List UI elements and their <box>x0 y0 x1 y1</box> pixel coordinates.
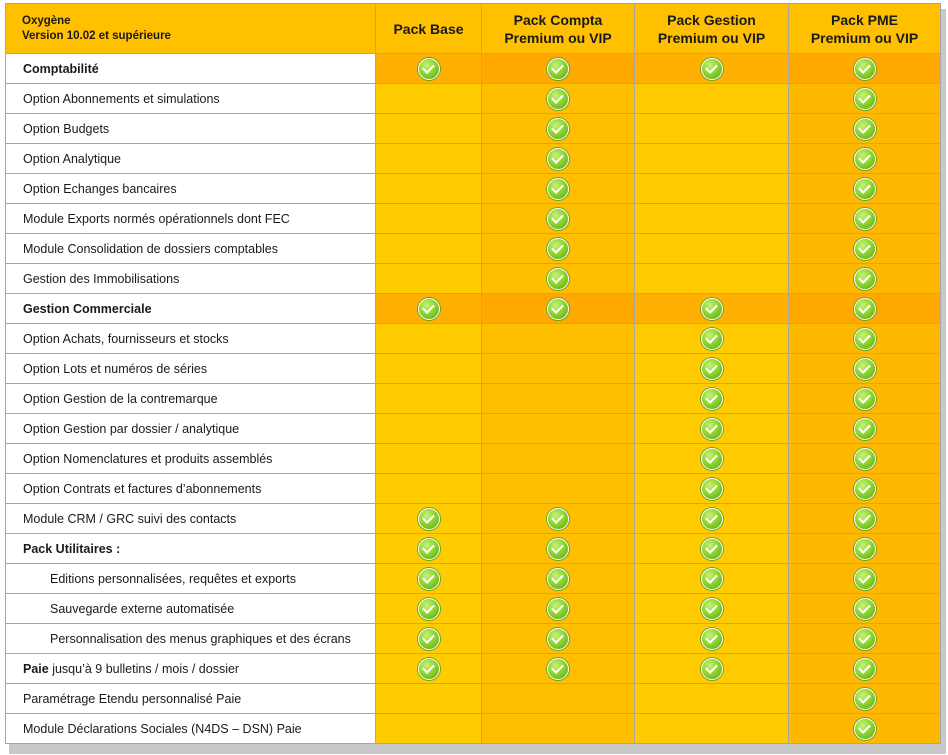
availability-cell <box>482 114 635 144</box>
availability-cell <box>635 54 789 84</box>
green-check-icon <box>701 478 723 500</box>
availability-cell <box>482 144 635 174</box>
green-check-icon <box>854 358 876 380</box>
green-check-icon <box>854 538 876 560</box>
table-row <box>6 114 941 144</box>
availability-cell <box>376 294 482 324</box>
table-row <box>6 594 941 624</box>
pack-base-header <box>376 4 482 54</box>
green-check-icon <box>701 508 723 530</box>
green-check-icon <box>418 628 440 650</box>
availability-cell <box>789 54 941 84</box>
feature-name: Paie <box>23 661 49 676</box>
feature-name: Module Exports normés opérationnels dont FEC <box>23 211 290 226</box>
availability-cell <box>376 354 482 384</box>
availability-cell <box>789 504 941 534</box>
feature-label <box>6 294 376 324</box>
table-row <box>6 54 941 84</box>
pack-subtitle: Premium ou VIP <box>810 29 919 46</box>
availability-cell <box>635 414 789 444</box>
availability-cell <box>635 564 789 594</box>
availability-cell <box>482 324 635 354</box>
availability-cell <box>376 534 482 564</box>
availability-cell <box>376 564 482 594</box>
green-check-icon <box>547 598 569 620</box>
table-row <box>6 504 941 534</box>
table-row <box>6 264 941 294</box>
table-row <box>6 444 941 474</box>
feature-name: Module CRM / GRC suivi des contacts <box>23 511 237 526</box>
green-check-icon <box>701 298 723 320</box>
availability-cell <box>376 594 482 624</box>
table-row <box>6 234 941 264</box>
table-row <box>6 324 941 354</box>
green-check-icon <box>854 598 876 620</box>
feature-name: Gestion Commerciale <box>23 301 152 316</box>
availability-cell <box>482 204 635 234</box>
feature-label <box>6 384 376 414</box>
green-check-icon <box>854 58 876 80</box>
feature-label <box>6 534 376 564</box>
availability-cell <box>482 384 635 414</box>
pack-gestion-header <box>635 4 789 54</box>
feature-name: Paramétrage Etendu personnalisé Paie <box>23 691 242 706</box>
green-check-icon <box>547 628 569 650</box>
table-row <box>6 414 941 444</box>
availability-cell <box>482 174 635 204</box>
feature-label <box>6 324 376 354</box>
green-check-icon <box>418 568 440 590</box>
feature-name: Option Contrats et factures d’abonnements <box>23 481 262 496</box>
availability-cell <box>789 564 941 594</box>
feature-label <box>6 54 376 84</box>
feature-label <box>6 204 376 234</box>
availability-cell <box>789 324 941 354</box>
availability-cell <box>635 234 789 264</box>
green-check-icon <box>547 208 569 230</box>
table-row <box>6 714 941 744</box>
availability-cell <box>789 414 941 444</box>
green-check-icon <box>854 658 876 680</box>
feature-name: Pack Utilitaires : <box>23 541 121 556</box>
feature-label <box>6 84 376 114</box>
availability-cell <box>376 684 482 714</box>
availability-cell <box>376 414 482 444</box>
green-check-icon <box>854 118 876 140</box>
availability-cell <box>635 114 789 144</box>
feature-label <box>6 474 376 504</box>
table-row <box>6 174 941 204</box>
availability-cell <box>482 54 635 84</box>
pack-name: Pack PME <box>831 11 898 28</box>
green-check-icon <box>854 418 876 440</box>
availability-cell <box>789 294 941 324</box>
availability-cell <box>482 294 635 324</box>
availability-cell <box>482 564 635 594</box>
green-check-icon <box>854 208 876 230</box>
availability-cell <box>789 144 941 174</box>
green-check-icon <box>854 628 876 650</box>
feature-label <box>6 504 376 534</box>
availability-cell <box>789 114 941 144</box>
green-check-icon <box>547 658 569 680</box>
green-check-icon <box>418 658 440 680</box>
availability-cell <box>635 624 789 654</box>
availability-cell <box>376 384 482 414</box>
availability-cell <box>635 324 789 354</box>
availability-cell <box>635 714 789 744</box>
green-check-icon <box>701 598 723 620</box>
table-row <box>6 564 941 594</box>
availability-cell <box>482 414 635 444</box>
availability-cell <box>376 174 482 204</box>
table-row <box>6 534 941 564</box>
availability-cell <box>635 534 789 564</box>
availability-cell <box>635 594 789 624</box>
availability-cell <box>789 84 941 114</box>
pack-compta-header <box>482 4 635 54</box>
table-row <box>6 204 941 234</box>
green-check-icon <box>547 568 569 590</box>
feature-label <box>6 714 376 744</box>
availability-cell <box>789 204 941 234</box>
availability-cell <box>376 624 482 654</box>
availability-cell <box>482 594 635 624</box>
feature-comparison-table <box>5 3 941 744</box>
availability-cell <box>635 684 789 714</box>
feature-name: Option Echanges bancaires <box>23 181 177 196</box>
green-check-icon <box>701 538 723 560</box>
feature-name: Option Abonnements et simulations <box>23 91 220 106</box>
availability-cell <box>635 444 789 474</box>
availability-cell <box>635 174 789 204</box>
availability-cell <box>789 474 941 504</box>
availability-cell <box>635 204 789 234</box>
green-check-icon <box>701 658 723 680</box>
availability-cell <box>376 144 482 174</box>
feature-name: Option Budgets <box>23 121 110 136</box>
pack-name: Pack Gestion <box>667 11 756 28</box>
green-check-icon <box>547 148 569 170</box>
feature-label <box>6 624 376 654</box>
availability-cell <box>789 444 941 474</box>
availability-cell <box>789 534 941 564</box>
green-check-icon <box>854 388 876 410</box>
availability-cell <box>482 504 635 534</box>
availability-cell <box>376 474 482 504</box>
green-check-icon <box>547 508 569 530</box>
availability-cell <box>376 114 482 144</box>
green-check-icon <box>547 118 569 140</box>
availability-cell <box>482 624 635 654</box>
version-label: Version 10.02 et supérieure <box>22 29 171 42</box>
availability-cell <box>376 324 482 354</box>
product-name: Oxygène <box>22 14 71 27</box>
green-check-icon <box>854 88 876 110</box>
availability-cell <box>789 354 941 384</box>
pack-subtitle: Premium ou VIP <box>657 29 766 46</box>
feature-name: Sauvegarde externe automatisée <box>50 601 235 616</box>
availability-cell <box>376 54 482 84</box>
green-check-icon <box>701 568 723 590</box>
availability-cell <box>789 624 941 654</box>
availability-cell <box>789 174 941 204</box>
pack-subtitle: Premium ou VIP <box>504 29 612 46</box>
green-check-icon <box>701 448 723 470</box>
green-check-icon <box>701 58 723 80</box>
table-row <box>6 684 941 714</box>
availability-cell <box>482 714 635 744</box>
feature-name: Option Nomenclatures et produits assemblés <box>23 451 273 466</box>
table-row <box>6 384 941 414</box>
availability-cell <box>482 684 635 714</box>
green-check-icon <box>547 178 569 200</box>
availability-cell <box>789 714 941 744</box>
availability-cell <box>482 654 635 684</box>
availability-cell <box>376 264 482 294</box>
availability-cell <box>635 654 789 684</box>
feature-detail: jusqu’à 9 bulletins / mois / dossier <box>48 661 240 676</box>
availability-cell <box>376 444 482 474</box>
feature-name: Module Consolidation de dossiers comptables <box>23 241 279 256</box>
green-check-icon <box>547 238 569 260</box>
availability-cell <box>635 354 789 384</box>
green-check-icon <box>701 358 723 380</box>
availability-cell <box>376 714 482 744</box>
green-check-icon <box>854 478 876 500</box>
availability-cell <box>635 474 789 504</box>
availability-cell <box>635 504 789 534</box>
green-check-icon <box>854 688 876 710</box>
green-check-icon <box>547 298 569 320</box>
green-check-icon <box>418 508 440 530</box>
availability-cell <box>635 84 789 114</box>
availability-cell <box>376 204 482 234</box>
availability-cell <box>635 384 789 414</box>
availability-cell <box>482 234 635 264</box>
feature-name: Option Achats, fournisseurs et stocks <box>23 331 229 346</box>
availability-cell <box>789 234 941 264</box>
feature-name: Gestion des Immobilisations <box>23 271 180 286</box>
green-check-icon <box>547 268 569 290</box>
green-check-icon <box>854 448 876 470</box>
availability-cell <box>482 84 635 114</box>
green-check-icon <box>854 268 876 290</box>
availability-cell <box>376 234 482 264</box>
feature-label <box>6 414 376 444</box>
feature-label <box>6 654 376 684</box>
availability-cell <box>482 444 635 474</box>
feature-name: Personnalisation des menus graphiques et des écrans <box>50 631 351 646</box>
green-check-icon <box>547 58 569 80</box>
pack-name: Pack Compta <box>513 11 603 28</box>
availability-cell <box>482 354 635 384</box>
feature-label <box>6 234 376 264</box>
green-check-icon <box>547 538 569 560</box>
table-row <box>6 624 941 654</box>
feature-label <box>6 564 376 594</box>
green-check-icon <box>854 178 876 200</box>
feature-label <box>6 174 376 204</box>
feature-name: Comptabilité <box>23 61 99 76</box>
feature-label <box>6 444 376 474</box>
availability-cell <box>635 294 789 324</box>
feature-label <box>6 144 376 174</box>
green-check-icon <box>854 718 876 740</box>
feature-label <box>6 594 376 624</box>
table-row <box>6 474 941 504</box>
table-row <box>6 654 941 684</box>
feature-name: Module Déclarations Sociales (N4DS – DSN) Paie <box>23 721 302 736</box>
feature-name: Option Gestion de la contremarque <box>23 391 218 406</box>
green-check-icon <box>701 328 723 350</box>
table-row <box>6 144 941 174</box>
pack-pme-header <box>789 4 941 54</box>
product-version-header <box>6 4 376 54</box>
header-row <box>6 4 941 54</box>
green-check-icon <box>418 298 440 320</box>
green-check-icon <box>854 148 876 170</box>
green-check-icon <box>854 298 876 320</box>
green-check-icon <box>547 88 569 110</box>
green-check-icon <box>418 538 440 560</box>
green-check-icon <box>418 58 440 80</box>
green-check-icon <box>701 628 723 650</box>
availability-cell <box>376 504 482 534</box>
feature-name: Editions personnalisées, requêtes et exports <box>50 571 296 586</box>
availability-cell <box>789 594 941 624</box>
pack-name: Pack Base <box>393 20 464 37</box>
availability-cell <box>376 84 482 114</box>
feature-label <box>6 684 376 714</box>
green-check-icon <box>854 508 876 530</box>
availability-cell <box>789 264 941 294</box>
availability-cell <box>482 264 635 294</box>
feature-label <box>6 354 376 384</box>
table-row <box>6 84 941 114</box>
green-check-icon <box>854 568 876 590</box>
green-check-icon <box>701 388 723 410</box>
availability-cell <box>789 684 941 714</box>
feature-name: Option Gestion par dossier / analytique <box>23 421 240 436</box>
green-check-icon <box>854 328 876 350</box>
feature-label <box>6 264 376 294</box>
availability-cell <box>482 474 635 504</box>
feature-name: Option Lots et numéros de séries <box>23 361 208 376</box>
availability-cell <box>789 384 941 414</box>
table-row <box>6 354 941 384</box>
table-row <box>6 294 941 324</box>
green-check-icon <box>854 238 876 260</box>
green-check-icon <box>701 418 723 440</box>
availability-cell <box>789 654 941 684</box>
availability-cell <box>376 654 482 684</box>
feature-name: Option Analytique <box>23 151 121 166</box>
feature-label <box>6 114 376 144</box>
availability-cell <box>635 144 789 174</box>
availability-cell <box>482 534 635 564</box>
availability-cell <box>635 264 789 294</box>
green-check-icon <box>418 598 440 620</box>
